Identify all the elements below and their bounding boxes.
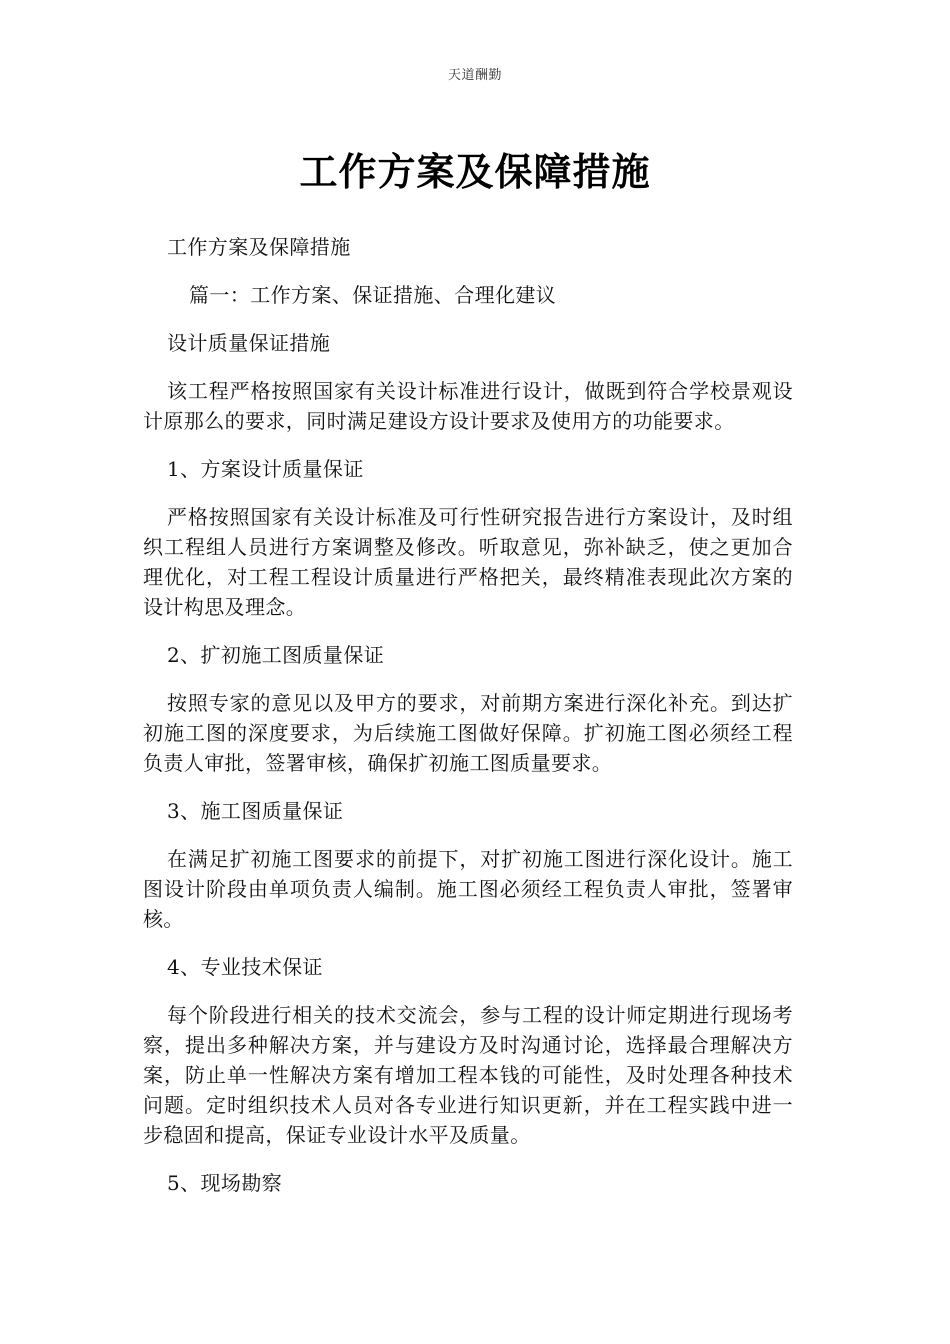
section-subtitle: 篇一：工作方案、保证措施、合理化建议 — [189, 283, 557, 307]
section-heading: 1、方案设计质量保证 — [167, 457, 364, 481]
body-paragraph: 在满足扩初施工图要求的前提下，对扩初施工图进行深化设计。施工图设计阶段由单项负责人编制。施工图必须经工程负责人审批，签署审核。 — [143, 847, 793, 931]
section-heading: 4、专业技术保证 — [167, 955, 323, 979]
body-paragraph: 按照专家的意见以及甲方的要求，对前期方案进行深化补充。到达扩初施工图的深度要求，为后续施工图做好保障。扩初施工图必须经工程负责人审批，签署审核，确保扩初施工图质量要求。 — [143, 691, 793, 775]
section-heading: 3、施工图质量保证 — [167, 799, 344, 823]
section-heading: 5、现场勘察 — [167, 1171, 283, 1195]
body-paragraph: 该工程严格按照国家有关设计标准进行设计，做既到符合学校景观设计原那么的要求，同时满足建设方设计要求及使用方的功能要求。 — [143, 379, 793, 433]
intro-title: 工作方案及保障措施 — [167, 235, 351, 259]
body-paragraph: 每个阶段进行相关的技术交流会，参与工程的设计师定期进行现场考察，提出多种解决方案，并与建设方及时沟通讨论，选择最合理解决方案，防止单一性解决方案有增加工程本钱的可能性，及时处理各种技术问题。定时组织技术人员对各专业进行知识更新，并在工程实践中进一步稳固和提高，保证专业设计水平及质量。 — [143, 1003, 793, 1147]
document-title: 工作方案及保障措施 — [299, 150, 651, 195]
document-body — [143, 232, 793, 1216]
page-header: 天道酬勤 — [447, 68, 502, 83]
section-heading: 设计质量保证措施 — [167, 331, 331, 355]
body-paragraph: 严格按照国家有关设计标准及可行性研究报告进行方案设计，及时组织工程组人员进行方案调整及修改。听取意见，弥补缺乏，使之更加合理优化，对工程工程设计质量进行严格把关，最终精准表现此次方案的设计构思及理念。 — [143, 505, 793, 619]
section-heading: 2、扩初施工图质量保证 — [167, 643, 385, 667]
